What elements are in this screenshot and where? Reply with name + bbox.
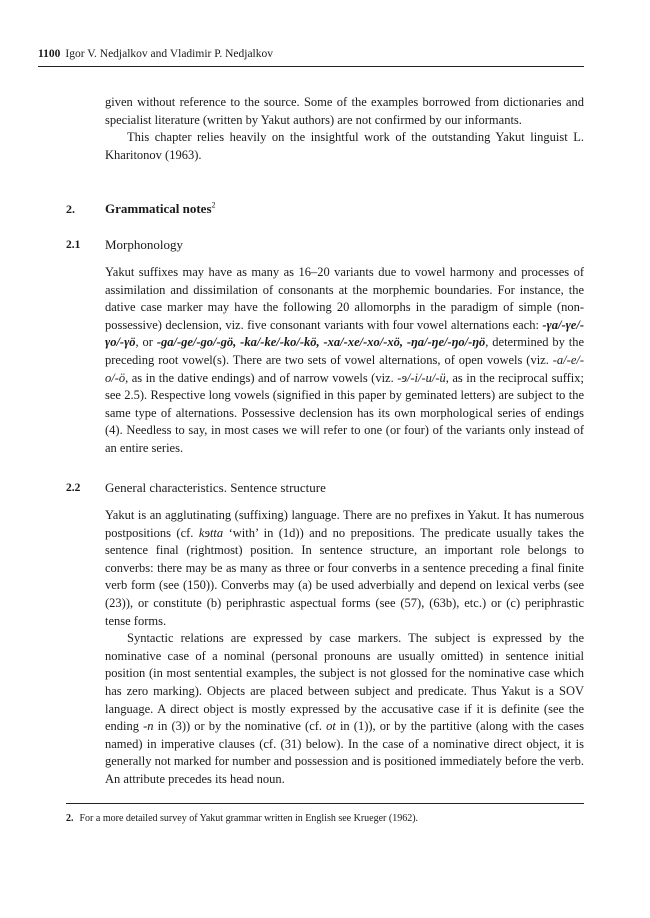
section-2-2-text <box>105 507 584 789</box>
sentence-structure-paragraph-1 <box>105 507 584 630</box>
dative-allomorphs-1: -γa/-γe/-γo/-γö <box>105 317 584 350</box>
section-2-2-number: 2.2 <box>66 482 81 494</box>
header-rule <box>38 66 584 67</box>
text-run: in (3)) or by the nominative (cf. <box>153 719 327 734</box>
section-2-1-title: Morphonology <box>105 237 183 252</box>
morphonology-paragraph <box>105 264 584 458</box>
open-vowels: -a/-e/-o/-ö <box>105 352 584 385</box>
section-2-1-number: 2.1 <box>66 239 81 251</box>
footnote-rule <box>66 803 584 804</box>
text-run: , or <box>135 335 157 350</box>
section-2-number: 2. <box>66 202 75 216</box>
text-run: in (1)), or by the partitive (along with the cases named) in imperative clauses (cf. (31) below). In the case of a nominative direct object, it is generally not marked for number and possession and is positioned immediately before the verb. An attribute precedes its head noun. <box>105 719 584 786</box>
footnote-text: For a more detailed survey of Yakut grammar written in English see Krueger (1962). <box>79 813 419 824</box>
text-run: , as in the reciprocal suffix; see 2.5). Respective long vowels (signified in this paper by geminated letters) are subject to the same type of alternations. Possessive declension has its own morphological series of endings (4). Needless to say, in most cases we will refer to one (or four) of the variants only instead of an entire series. <box>105 370 584 455</box>
intro-paragraph-1: given without reference to the source. Some of the examples borrowed from dictionaries and specialist literature (written by Yakut authors) are not confirmed by our informants. <box>105 95 584 127</box>
section-2-2-title: General characteristics. Sentence structure <box>105 480 326 495</box>
footnote-number: 2. <box>66 813 74 824</box>
text-run: Syntactic relations are expressed by case markers. The subject is expressed by the nominative case of a nominal (personal pronouns are usually omitted) in sentence initial position (in most sentential examples, the subject is not glossed for the nominative case which has zero marking). Objects are placed between subject and predicate. Thus Yakut is a SOV language. A direct object is mostly expressed by the accusative case if it is definite (see the ending <box>105 631 584 734</box>
postposition-example: kɘtta <box>198 525 224 540</box>
text-run: , determined by the preceding root vowel(s). There are two sets of vowel alternations, of open vowels (viz. <box>105 335 584 367</box>
narrow-vowels: -ɘ/-i/-u/-ü <box>397 370 446 385</box>
nominative-example: ot <box>326 719 336 734</box>
sentence-structure-paragraph-2 <box>105 630 584 788</box>
text-run: Yakut is an agglutinating (suffixing) language. There are no prefixes in Yakut. It has numerous postpositions (cf. <box>105 508 584 540</box>
text-run: Yakut suffixes may have as many as 16–20 variants due to vowel harmony and processes of assimilation and dissimilation of consonants at the morphemic boundaries. For instance, the dative case marker may have the following 20 allomorphs in the paradigm of simple (non-possessive) declension, viz. five consonant variants with four vowel alternations each: <box>105 265 584 332</box>
footnote <box>66 812 584 826</box>
intro-text <box>105 94 584 164</box>
section-2-title-text: Grammatical notes <box>105 201 212 216</box>
accusative-ending: -n <box>143 719 154 734</box>
dative-allomorphs-2: -ga/-ge/-go/-gö, -ka/-ke/-ko/-kö, -xa/-xe/-xo/-xö, -ŋa/-ŋe/-ŋo/-ŋö <box>156 335 486 350</box>
footnote-ref-2[interactable]: 2 <box>211 200 216 210</box>
text-run: ‘with’ in (1d)) and no prepositions. The predicate usually takes the sentence final (rightmost) position. In sentence structure, an important role belongs to converbs: there may be as many as three or four converbs in a sentence preceding a final finite verb form (see (150)). Converbs may (a) be used adverbially and depend on lexical verbs (see (23)), or constitute (b) periphrastic aspectual forms (see (57), (63b), etc.) or (c) periphrastic tense forms. <box>105 525 585 628</box>
page-number: 1100 <box>38 48 61 60</box>
section-2-1-text <box>105 264 584 458</box>
running-header <box>38 44 584 64</box>
running-header-authors: Igor V. Nedjalkov and Vladimir P. Nedjalkov <box>65 48 273 60</box>
section-2-title <box>105 200 216 218</box>
text-run: , as in the dative endings) and of narrow vowels (viz. <box>125 370 398 385</box>
intro-paragraph-2: This chapter relies heavily on the insightful work of the outstanding Yakut linguist L. Kharitonov (1963). <box>105 130 584 162</box>
